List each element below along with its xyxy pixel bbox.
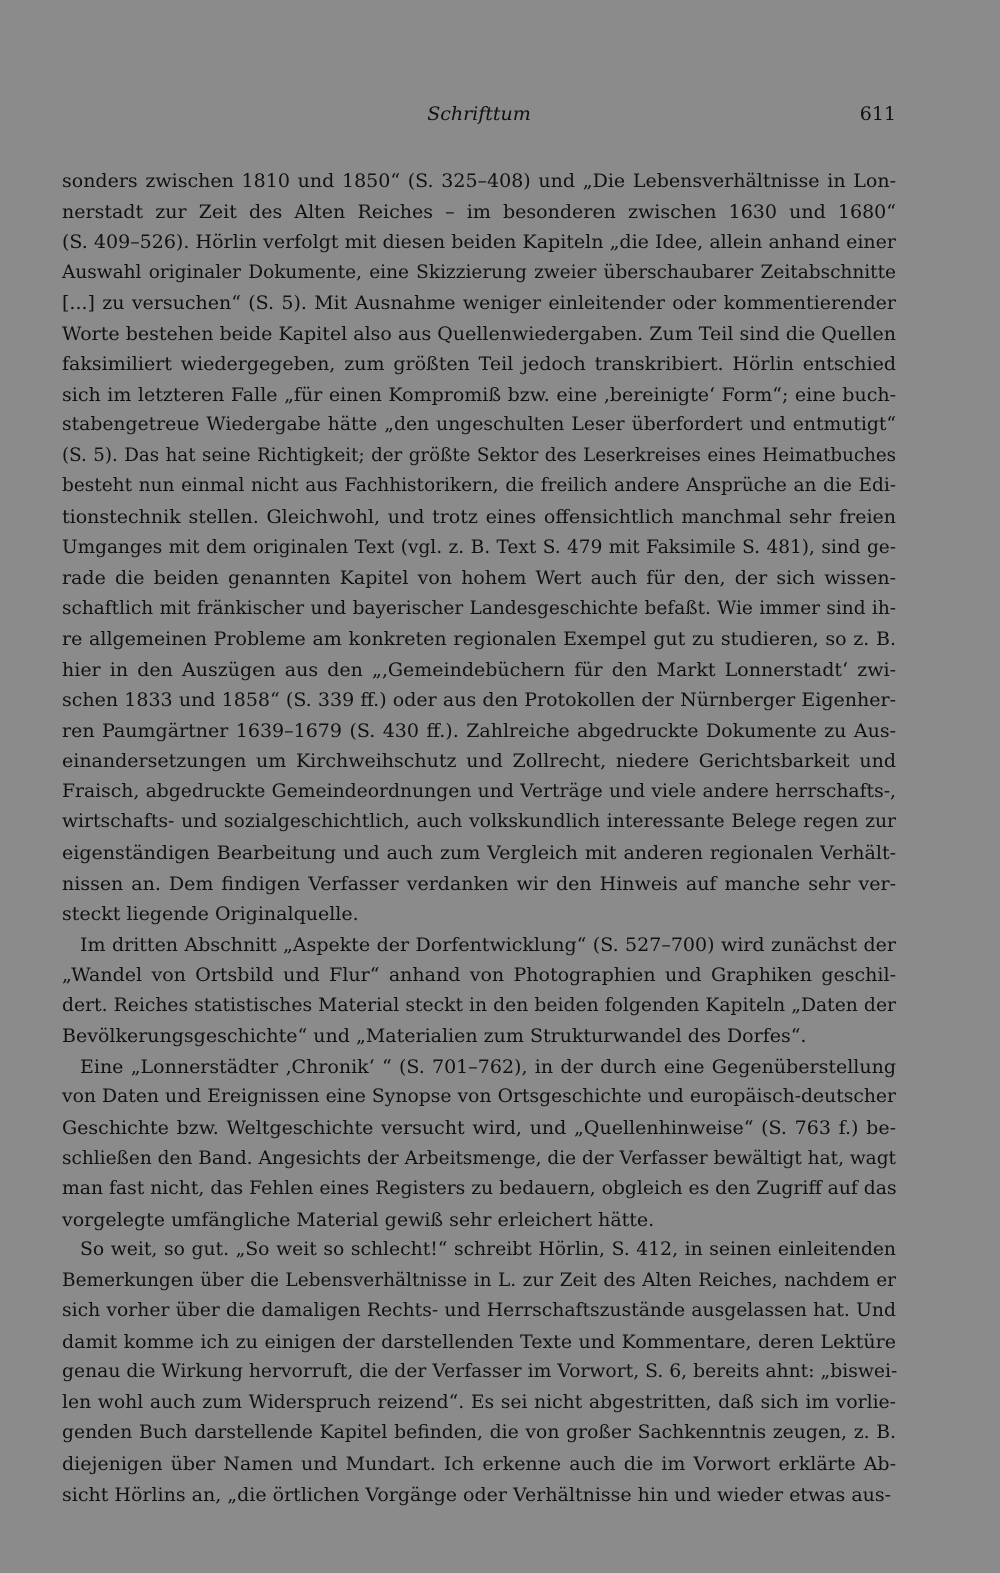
text-line: hier in den Auszügen aus den „‚Gemeindebüchern für den Markt Lonnerstadt‘ zwi- — [62, 658, 896, 681]
text-line: Im dritten Abschnitt „Aspekte der Dorfentwicklung“ (S. 527–700) wird zunächst der — [80, 933, 896, 956]
text-line: damit komme ich zu einigen der darstellenden Texte und Kommentare, deren Lektüre — [62, 1330, 896, 1353]
text-line: rade die beiden genannten Kapitel von hohem Wert auch für den, der sich wissen- — [62, 567, 896, 590]
text-line: diejenigen über Namen und Mundart. Ich erkenne auch die im Vorwort erklärte Ab- — [62, 1452, 896, 1475]
text-line: Fraisch, abgedruckte Gemeindeordnungen und Verträge und viele andere herrschafts-, — [62, 780, 896, 802]
page-number: 611 — [859, 103, 896, 125]
text-line: Bevölkerungsgeschichte“ und „Materialien zum Strukturwandel des Dorfes“. — [62, 1025, 807, 1048]
text-line: man fast nicht, das Fehlen eines Registers zu bedauern, obgleich es den Zugriff auf das — [62, 1178, 897, 1200]
text-line: genau die Wirkung hervorruft, die der Verfasser im Vorwort, S. 6, bereits ahnt: „biswei- — [62, 1361, 898, 1383]
text-line: Bemerkungen über die Lebensverhältnisse in L. zur Zeit des Alten Reiches, nachdem er — [62, 1269, 896, 1291]
text-line: steckt liegende Originalquelle. — [62, 903, 359, 926]
text-line: von Daten und Ereignissen eine Synopse von Ortsgeschichte und europäisch-deutscher — [62, 1086, 896, 1108]
text-line: besteht nun einmal nicht aus Fachhistorikern, die freilich andere Ansprüche an die Edi- — [62, 475, 896, 497]
text-line: nissen an. Dem findigen Verfasser verdanken wir den Hinweis auf manche sehr ver- — [62, 872, 896, 895]
text-line: schen 1833 und 1858“ (S. 339 ff.) oder aus den Protokollen der Nürnberger Eigenher- — [62, 689, 896, 712]
text-line: Auswahl originaler Dokumente, eine Skizzierung zweier überschaubarer Zeitabschnitte — [62, 261, 896, 283]
paragraph — [62, 1052, 896, 1235]
running-title: Schrifttum — [427, 103, 531, 125]
text-line: Worte bestehen beide Kapitel also aus Quellenwiedergaben. Zum Teil sind die Quellen — [62, 322, 896, 345]
text-line: stabengetreue Wiedergabe hätte „den ungeschulten Leser überfordert und entmutigt“ — [62, 414, 896, 436]
text-line: wirtschafts- und sozialgeschichtlich, auch volkskundlich interessante Belege regen zur — [62, 811, 896, 833]
text-line: nerstadt zur Zeit des Alten Reiches – im besonderen zwischen 1630 und 1680“ — [62, 200, 896, 223]
text-line: Umganges mit dem originalen Text (vgl. z. B. Text S. 479 mit Faksimile S. 481), sind ge- — [62, 536, 896, 558]
paragraph — [62, 930, 896, 1052]
text-line: sich vorher über die damaligen Rechts- und Herrschaftszustände ausgelassen hat. Und — [62, 1300, 896, 1322]
text-line: (S. 5). Das hat seine Richtigkeit; der größte Sektor des Leserkreises eines Heimatbuches — [62, 444, 896, 466]
body-text — [62, 166, 896, 1510]
text-line: vorgelegte umfängliche Material gewiß sehr erleichert hätte. — [62, 1208, 655, 1231]
text-line: genden Buch darstellende Kapitel befinden, die von großer Sachkenntnis zeugen, z. B. — [62, 1422, 896, 1444]
text-line: tionstechnik stellen. Gleichwohl, und trotz eines offensichtlich manchmal sehr freien — [62, 506, 896, 529]
text-line: (S. 409–526). Hörlin verfolgt mit diesen beiden Kapiteln „die Idee, allein anhand einer — [62, 231, 896, 254]
text-line: sich im letzteren Falle „für einen Kompromiß bzw. eine ‚bereinigte‘ Form“; eine buch- — [62, 383, 896, 406]
text-line: sonders zwischen 1810 und 1850“ (S. 325–408) und „Die Lebensverhältnisse in Lon- — [62, 170, 896, 192]
text-line: einandersetzungen um Kirchweihschutz und Zollrecht, niedere Gerichtsbarkeit und — [62, 750, 896, 773]
text-line: faksimiliert wiedergegeben, zum größten Teil jedoch transkribiert. Hörlin entschied — [62, 353, 896, 376]
text-line: Eine „Lonnerstädter ‚Chronik‘ “ (S. 701–762), in der durch eine Gegenüberstellung — [80, 1055, 896, 1078]
text-line: eigenständigen Bearbeitung und auch zum Vergleich mit anderen regionalen Verhält- — [62, 842, 896, 865]
text-line: schaftlich mit fränkischer und bayerischer Landesgeschichte befaßt. Wie immer sind ih- — [62, 597, 896, 619]
text-line: „Wandel von Ortsbild und Flur“ anhand von Photographien und Graphiken geschil- — [62, 964, 896, 987]
running-header — [62, 103, 896, 133]
text-line: sicht Hörlins an, „die örtlichen Vorgänge oder Verhältnisse hin und wieder etwas aus- — [62, 1483, 892, 1506]
text-line: re allgemeinen Probleme am konkreten regionalen Exempel gut zu studieren, so z. B. — [62, 628, 896, 651]
text-line: schließen den Band. Angesichts der Arbeitsmenge, die der Verfasser bewältigt hat, wagt — [62, 1147, 896, 1169]
text-line: Geschichte bzw. Weltgeschichte versucht wird, und „Quellenhinweise“ (S. 763 f.) be- — [62, 1116, 896, 1139]
text-line: len wohl auch zum Widerspruch reizend“. Es sei nicht abgestritten, daß sich im vorlie- — [62, 1391, 896, 1413]
text-line: [...] zu versuchen“ (S. 5). Mit Ausnahme weniger einleitender oder kommentierender — [62, 292, 896, 315]
text-line: dert. Reiches statistisches Material steckt in den beiden folgenden Kapiteln „Daten der — [62, 994, 896, 1016]
text-line: ren Paumgärtner 1639–1679 (S. 430 ff.). Zahlreiche abgedruckte Dokumente zu Aus- — [62, 719, 896, 742]
paragraph — [62, 1235, 896, 1510]
paragraph — [62, 166, 896, 930]
text-line: So weit, so gut. „So weit so schlecht!“ schreibt Hörlin, S. 412, in seinen einleitenden — [80, 1239, 896, 1261]
